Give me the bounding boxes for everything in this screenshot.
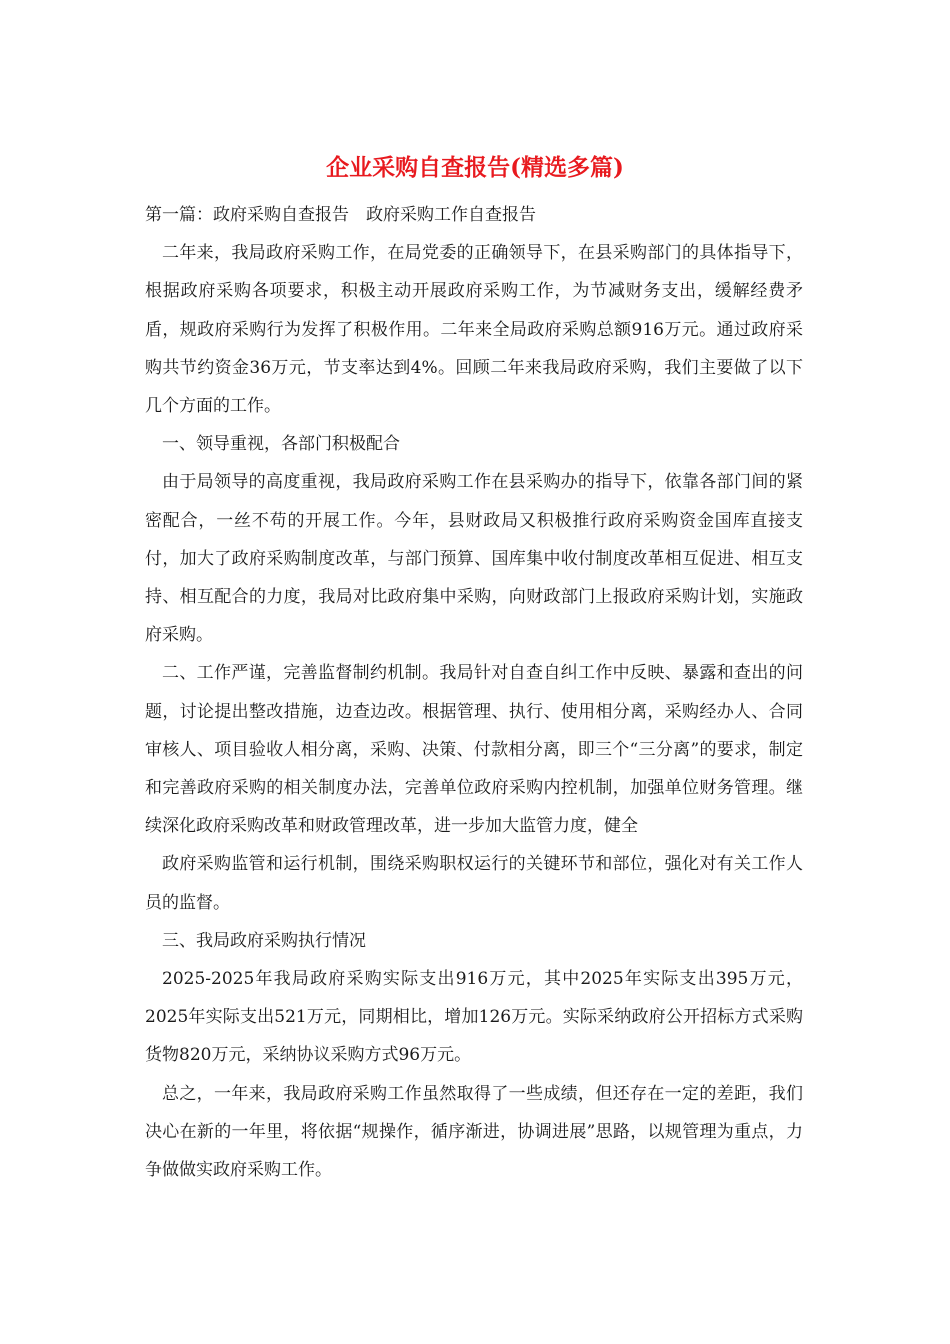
chapter-subtitle: 政府采购工作自查报告 [366, 205, 536, 225]
section-heading-3: 三、我局政府采购执行情况 [162, 930, 366, 951]
paragraph-summary: 总之，一年来，我局政府采购工作虽然取得了一些成绩，但还存在一定的差距，我们决心在新的一年里，将依据“规操作，循序渐进，协调进展”思路，以规管理为重点，力争做做实政府采购工作。 [145, 1083, 803, 1181]
chapter-heading [145, 196, 803, 234]
document-body [145, 196, 803, 1189]
section-heading-1: 一、领导重视，各部门积极配合 [162, 434, 400, 455]
chapter-label: 第一篇：政府采购自查报告 [145, 205, 349, 225]
paragraph-supervision: 二、工作严谨，完善监督制约机制。我局针对自查自纠工作中反映、暴露和查出的问题，讨论提出整改措施，边查边改。根据管理、执行、使用相分离，采购经办人、合同审核人、项目验收人相分离，采购、决策、付款相分离，即三个“三分离”的要求，制定和完善政府采购的相关制度办法，完善单位政府采购内控机制，加强单位财务管理。继续深化政府采购改革和财政管理改革，进一步加大监管力度，健全 [145, 663, 803, 837]
paragraph-supervision-cont: 政府采购监管和运行机制，围绕采购职权运行的关键环节和部位，强化对有关工作人员的监督。 [145, 854, 803, 913]
paragraph-leadership: 由于局领导的高度重视，我局政府采购工作在县采购办的指导下，依靠各部门间的紧密配合，一丝不苟的开展工作。今年，县财政局又积极推行政府采购资金国库直接支付，加大了政府采购制度改革，与部门预算、国库集中收付制度改革相互促进、相互支持、相互配合的力度，我局对比政府集中采购，向财政部门上报政府采购计划，实施政府采购。 [145, 472, 803, 646]
document-title: 企业采购自查报告(精选多篇) [326, 154, 624, 181]
paragraph-intro: 二年来，我局政府采购工作，在局党委的正确领导下，在县采购部门的具体指导下，根据政府采购各项要求，积极主动开展政府采购工作，为节减财务支出，缓解经费矛盾，规政府采购行为发挥了积极作用。二年来全局政府采购总额916万元。通过政府采购共节约资金36万元，节支率达到4%。回顾二年来我局政府采购，我们主要做了以下几个方面的工作。 [145, 243, 803, 417]
paragraph-execution: 2025-2025年我局政府采购实际支出916万元，其中2025年实际支出395万元，2025年实际支出521万元，同期相比，增加126万元。实际采纳政府公开招标方式采购货物820万元，采纳协议采购方式96万元。 [145, 969, 803, 1066]
